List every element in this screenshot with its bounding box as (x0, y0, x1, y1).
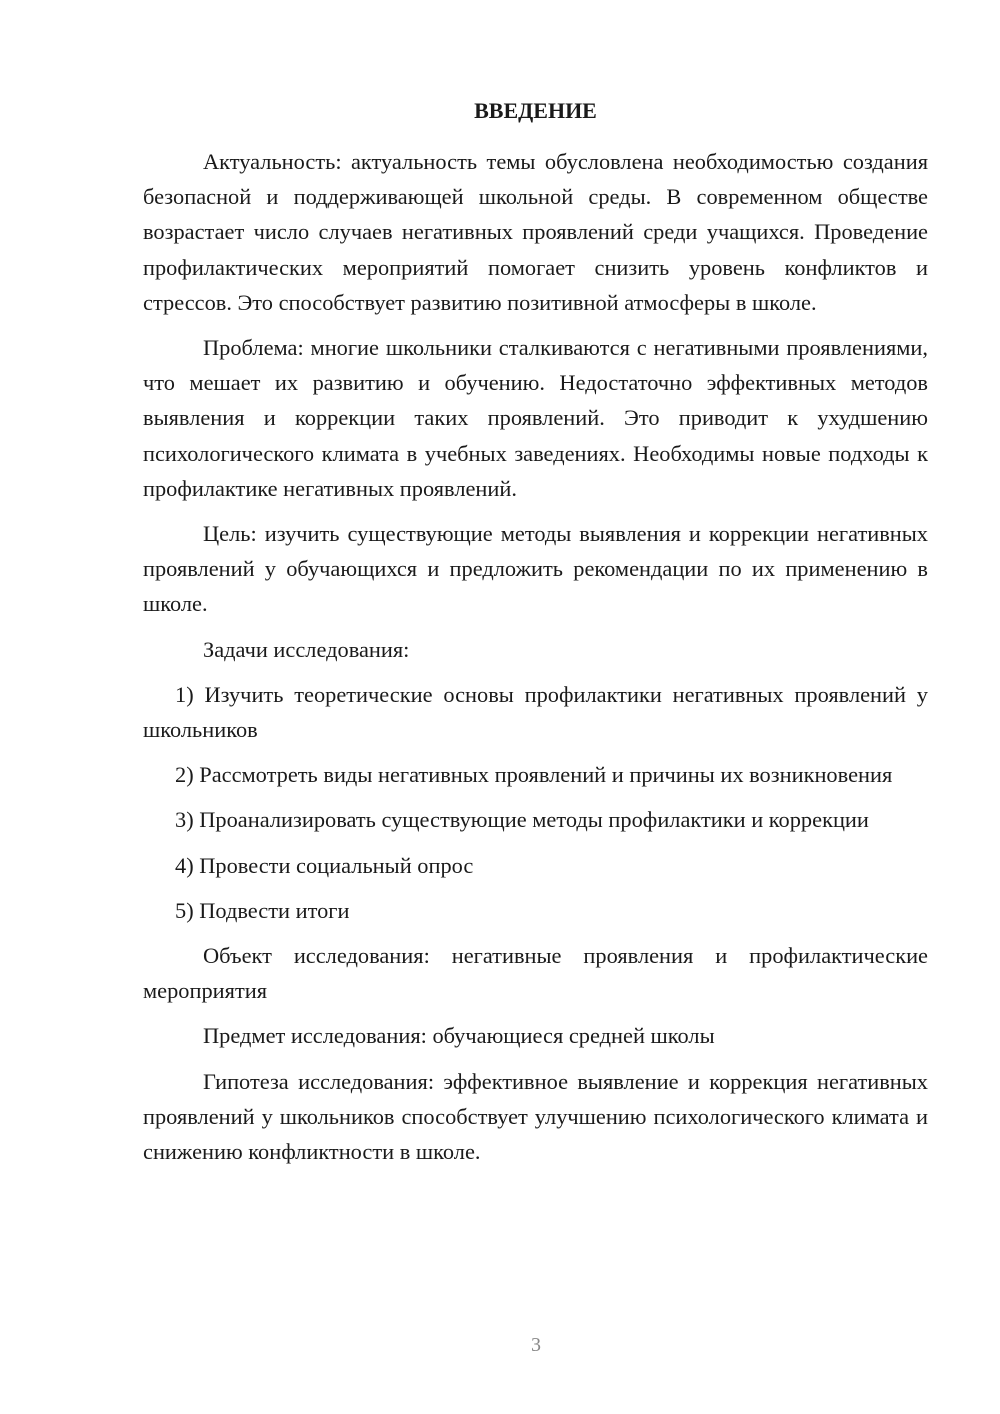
section-title: ВВЕДЕНИЕ (474, 98, 597, 123)
list-item: 4) Провести социальный опрос (175, 852, 474, 878)
goal-paragraph: Цель: изучить существующие методы выявления и коррекции негативных проявлений у обучающихся и предложить рекомендации по их применению в школе. (143, 521, 928, 617)
tasks-list (143, 677, 928, 928)
object-paragraph: Объект исследования: негативные проявления и профилактические мероприятия (143, 943, 928, 1004)
list-item: 1) Изучить теоретические основы профилактики негативных проявлений у школьников (143, 681, 928, 743)
list-item: 2) Рассмотреть виды негативных проявлений и причины их возникновения (175, 762, 893, 788)
document-page (143, 95, 928, 1169)
problem-paragraph: Проблема: многие школьники сталкиваются с негативными проявлениями, что мешает их развитию и обучению. Недостаточно эффективных методов выявления и коррекции таких проявлений. Это приводит к ухудшению психологического климата в учебных заведениях. Необходимы новые подходы к профилактике негативных проявлений. (143, 335, 928, 501)
tasks-heading: Задачи исследования: (203, 636, 410, 662)
relevance-paragraph: Актуальность: актуальность темы обусловлена необходимостью создания безопасной и поддерживающей школьной среды. В современном обществе возрастает число случаев негативных проявлений среди учащихся. Проведение профилактических мероприятий помогает снизить уровень конфликтов и стрессов. Это способствует развитию позитивной атмосферы в школе. (143, 149, 928, 315)
page-number: 3 (531, 1334, 541, 1356)
list-item: 5) Подвести итоги (175, 897, 350, 923)
hypothesis-paragraph: Гипотеза исследования: эффективное выявление и коррекция негативных проявлений у школьников способствует улучшению психологического климата и снижению конфликтности в школе. (143, 1068, 928, 1165)
subject-paragraph: Предмет исследования: обучающиеся средней школы (203, 1023, 715, 1049)
list-item: 3) Проанализировать существующие методы профилактики и коррекции (175, 807, 869, 833)
